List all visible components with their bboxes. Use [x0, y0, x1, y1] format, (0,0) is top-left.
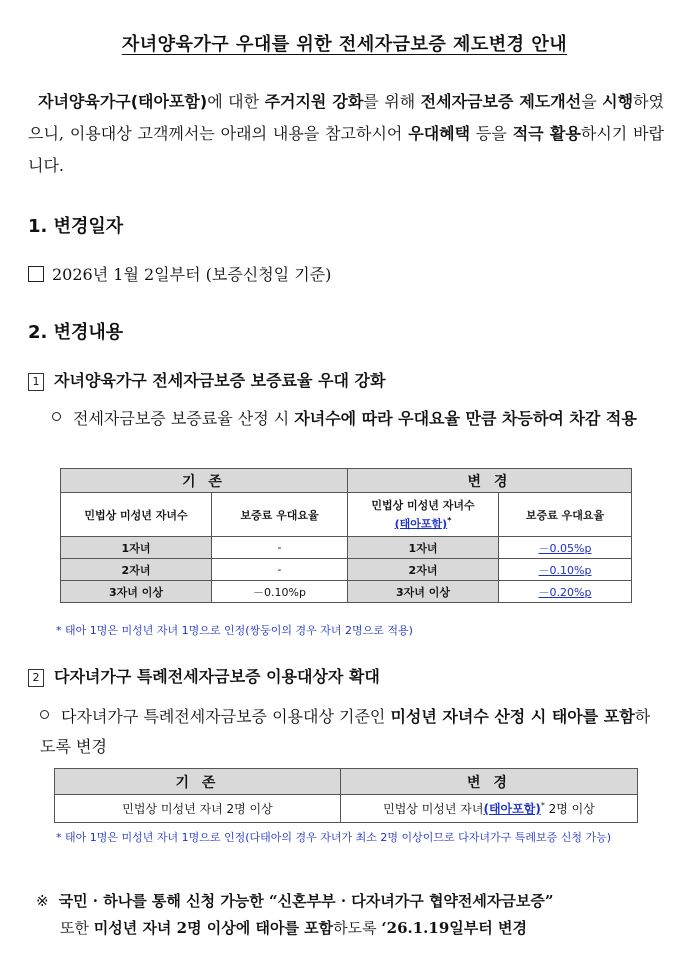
sub1-note: * 태아 1명은 미성년 자녀 1명으로 인정(쌍둥이의 경우 자녀 2명으로 적용) [56, 624, 413, 637]
after-header: 변 경 [348, 469, 632, 493]
sub2-note: * 태아 1명은 미성년 자녀 1명으로 인정(다태아의 경우 자녀가 최소 2명 이상이므로 다자녀가구 특례보증 신청 가능) [56, 831, 612, 844]
page-title: 자녀양육가구 우대를 위한 전세자금보증 제도변경 안내 [121, 34, 568, 55]
after-header: 변 경 [341, 769, 638, 795]
bullet-icon [40, 710, 49, 719]
sub1-title: 1 자녀양육가구 전세자금보증 보증료율 우대 강화 [28, 368, 385, 391]
intro-paragraph: 자녀양육가구(태아포함)에 대한 주거지원 강화를 위해 전세자금보증 제도개선을 시행하였으니, 이용대상 고객께서는 아래의 내용을 참고하시어 우대혜택 등을 적극 활용하시기 바랍니다. [28, 92, 664, 175]
table-row: 민법상 미성년 자녀 2명 이상 민법상 미성년 자녀(태아포함)* 2명 이상 [55, 795, 638, 823]
fee-rate-table [60, 468, 632, 603]
eligibility-table [54, 768, 638, 823]
footnote: ※ 국민 · 하나를 통해 신청 가능한 “신혼부부 · 다자녀가구 협약전세자금보증” 또한 미성년 자녀 2명 이상에 태아를 포함하도록 ‘26.1.19일부터 변경 [36, 892, 554, 937]
table-row: 2자녀 - 2자녀 －0.10%p [61, 559, 632, 581]
table-row: 1자녀 - 1자녀 －0.05%p [61, 537, 632, 559]
section1-heading: 1. 변경일자 [28, 216, 124, 237]
checkbox-icon [28, 266, 44, 282]
col-rate-header-after: 보증료 우대요율 [499, 493, 632, 537]
col-children-fetus-header: 민법상 미성년 자녀수 (태아포함)* [348, 493, 499, 537]
col-children-header: 민법상 미성년 자녀수 [61, 493, 212, 537]
number-box-icon: 1 [28, 373, 44, 391]
bullet-icon [52, 412, 61, 421]
before-header: 기 존 [55, 769, 341, 795]
before-header: 기 존 [61, 469, 348, 493]
col-rate-header: 보증료 우대요율 [212, 493, 348, 537]
sub1-bullet: 전세자금보증 보증료율 산정 시 자녀수에 따라 우대요율 만큼 차등하여 차감 적용 [52, 404, 652, 434]
number-box-icon: 2 [28, 669, 44, 687]
sub2-title: 2 다자녀가구 특례전세자금보증 이용대상자 확대 [28, 664, 380, 687]
change-date-item: 2026년 1월 2일부터 (보증신청일 기준) [28, 262, 331, 285]
table-row: 3자녀 이상 －0.10%p 3자녀 이상 －0.20%p [61, 581, 632, 603]
section2-heading: 2. 변경내용 [28, 322, 124, 343]
sub2-bullet: 다자녀가구 특례전세자금보증 이용대상 기준인 미성년 자녀수 산정 시 태아를 포함하도록 변경 [40, 707, 651, 756]
